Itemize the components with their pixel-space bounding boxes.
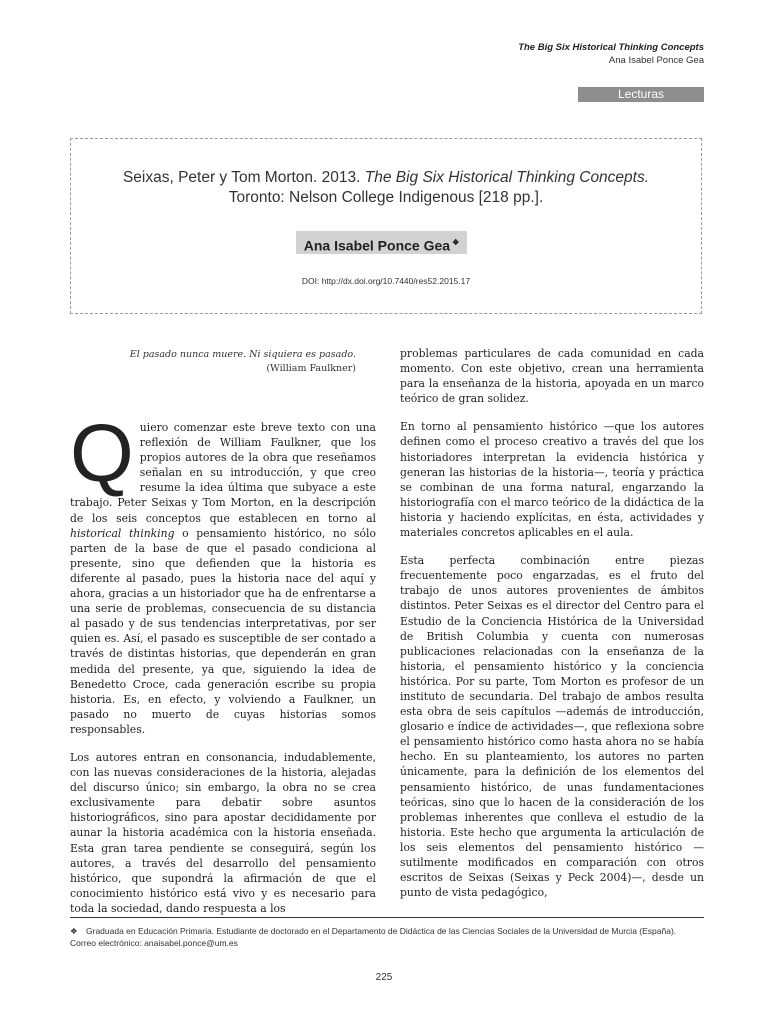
term-italic: historical thinking [70, 526, 175, 540]
reference-book-title: The Big Six Historical Thinking Concepts. [364, 169, 650, 186]
running-header-author: Ana Isabel Ponce Gea [608, 55, 704, 66]
footnote [70, 925, 704, 949]
review-author-name: Ana Isabel Ponce Gea [303, 237, 451, 254]
section-label: Lecturas [578, 87, 704, 102]
footnote-divider [70, 917, 704, 918]
paragraph: problemas particulares de cada comunidad en cada momento. Con este objetivo, crean una herramienta para la enseñanza de la historia, apoyada en un marco teórico de gran solidez. [400, 347, 704, 406]
paragraph: Esta perfecta combinación entre piezas frecuentemente poco engarzadas, es el fruto del trabajo de unos autores provenientes de ámbitos distintos. Peter Seixas es el director del Centro para el Estudio de la Conciencia Histórica de la Universidad de British Columbia y cuenta con numerosas publicaciones relacionadas con la enseñanza de la historia, el pensamiento histórico y la conciencia histórica. Por su parte, Tom Morton es profesor de un instituto de secundaria. Del trabajo de ambos resulta esta obra de seis capítulos —además de introducción, glosario e índice de actividades—, que reflexiona sobre el pensamiento histórico como hasta ahora no se había hecho. En su planteamiento, los autores no parten únicamente, para la definición de los elementos del pensamiento histórico, de unas fundamentaciones teóricas, sino que lo hacen de la consideración de los problemas inherentes que conlleva el estudio de la historia. Este hecho que argumenta la articulación de los seis elementos del pensamiento histórico —sutilmente modificados en comparación con otros escritos de Seixas (Seixas y Peck 2004)—, desde un punto de vista pedagógico, [400, 554, 704, 900]
footnote-marker-icon: ❖ [452, 238, 460, 247]
paragraph: En torno al pensamiento histórico —que los autores definen como el proceso creativo a través del que los historiadores interpretan la evidencia histórica y generan las historias de la historia—, teoría y práctica se combinan de una forma natural, engarzando la historiografía con el marco teórico de la didáctica de la historia y haciendo explícitas, en ésta, actividades y materiales concretos aplicables en el aula. [400, 420, 704, 540]
paragraph-text: uiero comenzar este breve texto con una reflexión de William Faulkner, que los propios autores de la obra que reseñamos señalan en su introducción, y que creo resume la idea última que subyace a este trabajo. Peter Seixas y Tom Morton, en la descripción de los seis conceptos que establecen en torno al [70, 421, 376, 525]
paragraph-text: o pensamiento histórico, no sólo parten de la base de que el pasado condiciona al presente, sino que defienden que la historia es diferente al pasado, pues la historia nace del aquí y ahora, gracias a un historiador que ha de enfrentarse a una serie de problemas, consecuencia de su distancia al pasado y de sus tendencias interpretativas, por ser quien es. Así, el pasado es susceptible de ser contado a través de distintas historias, que dependerán en gran medida del presente, ya que, siguiendo la idea de Benedetto Croce, cada generación escribe su propia historia. Es, en efecto, y volviendo a Faulkner, un pasado no muerto de cuyas historias somos responsables. [70, 526, 376, 736]
reference-authors-year: Seixas, Peter y Tom Morton. 2013. [122, 169, 365, 186]
right-column [400, 346, 704, 913]
footnote-symbol-icon: ❖ [70, 926, 78, 936]
epigraph-quote: El pasado nunca muere. Ni siquiera es pasado. [129, 349, 356, 360]
left-column [70, 408, 376, 929]
reference-box [70, 138, 702, 314]
footnote-text: Graduada en Educación Primaria. Estudiante de doctorado en el Departamento de Didáctica de las Ciencias Sociales de la Universidad de Murcia (España). Correo electrónico: anaisabel.ponce@um.es [70, 926, 677, 948]
paragraph: Los autores entran en consonancia, indudablemente, con las nuevas consideraciones de la historia, alejadas del discurso único; sin embargo, la obra no se crea exclusivamente para debatir sobre asuntos historiográficos, sino para apostar decididamente por aunar la historia académica con la historia enseñada. Esta gran tarea pendiente se conseguirá, según los autores, a través del desarrollo del pensamiento histórico, que supondrá la afirmación de que el conocimiento histórico está vivo y es necesario para toda la sociedad, dando respuesta a los [70, 750, 376, 915]
review-author [296, 231, 467, 254]
page-number: 225 [375, 972, 393, 983]
running-header-title: The Big Six Historical Thinking Concepts [518, 42, 704, 53]
reference-line-2: Toronto: Nelson College Indigenous [218 pp.]. [228, 189, 544, 206]
paragraph [70, 408, 376, 737]
doi-link[interactable]: DOI: http://dx.doi.org/10.7440/res52.2015.17 [301, 276, 471, 286]
epigraph-source: (William Faulkner) [266, 363, 356, 374]
dropcap-letter: Q [70, 408, 134, 499]
reference-line-1 [70, 169, 702, 187]
